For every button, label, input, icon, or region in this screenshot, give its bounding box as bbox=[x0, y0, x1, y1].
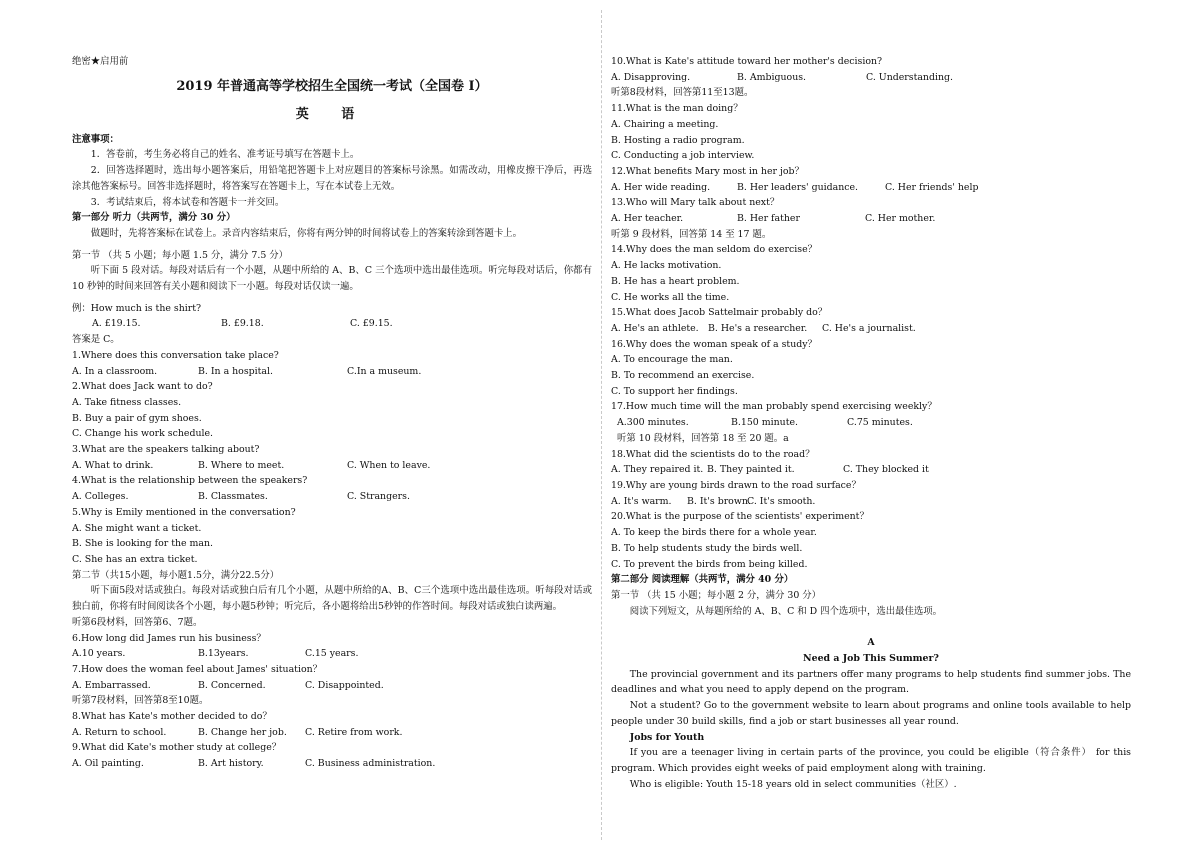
passage-title: Need a Job This Summer? bbox=[803, 653, 939, 665]
option: A.10 years. bbox=[72, 648, 126, 660]
option: B. Her father bbox=[737, 213, 800, 225]
question-3-options bbox=[72, 458, 592, 474]
notice-1: 1．答卷前，考生务必将自己的姓名、准考证号填写在答题卡上。 bbox=[90, 149, 360, 161]
left-column bbox=[72, 54, 592, 772]
question-12-options bbox=[611, 180, 1131, 196]
option: A. Chairing a meeting. bbox=[611, 118, 719, 130]
question-10-options bbox=[611, 70, 1131, 86]
option: B. To recommend an exercise. bbox=[611, 370, 755, 382]
part1-heading: 第一部分 听力（共两节，满分 30 分） bbox=[72, 212, 236, 224]
part2-section1-heading: 第一节 （共 15 小题；每小题 2 分，满分 30 分） bbox=[611, 589, 822, 601]
question-6: 6.How long did James run his business？ bbox=[72, 632, 266, 644]
subject-title: 英 语 bbox=[295, 106, 369, 122]
option: B.13years. bbox=[198, 648, 249, 660]
option: A. What to drink. bbox=[72, 459, 154, 471]
section1-heading: 第一节 （共 5 小题；每小题 1.5 分，满分 7.5 分） bbox=[72, 249, 289, 261]
option: C. Change his work schedule. bbox=[72, 428, 214, 440]
question-17: 17.How much time will the man probably spend exercising weekly？ bbox=[611, 401, 937, 413]
option: A. He lacks motivation. bbox=[611, 260, 722, 272]
question-2: 2.What does Jack want to do? bbox=[72, 381, 213, 393]
option: A. They repaired it. bbox=[611, 464, 704, 476]
notice-2: 2．回答选择题时，选出每小题答案后，用铅笔把答题卡上对应题目的答案标号涂黑。如需改动，用橡皮擦干净后，再选涂其他答案标号。回答非选择题时，将答案写在答题卡上，写在本试卷上无效。 bbox=[72, 165, 592, 192]
option: C. Retire from work. bbox=[305, 726, 403, 738]
part1-description: 做题时，先将答案标在试卷上。录音内容结束后，你将有两分钟的时间将试卷上的答案转涂到答题卡上。 bbox=[90, 227, 523, 239]
option: A. Take fitness classes. bbox=[72, 396, 182, 408]
option: C. To support her findings. bbox=[611, 385, 738, 397]
secret-label: 绝密★启用前 bbox=[72, 56, 129, 67]
option: C. Strangers. bbox=[347, 491, 410, 503]
question-4: 4.What is the relationship between the speakers? bbox=[72, 475, 308, 487]
option: C.In a museum. bbox=[347, 365, 422, 377]
question-13: 13.Who will Mary talk about next？ bbox=[611, 197, 780, 209]
question-9: 9.What did Kate's mother study at college？ bbox=[72, 742, 282, 754]
passage-letter: A bbox=[867, 637, 875, 649]
option: A. Disapproving. bbox=[611, 71, 691, 83]
passage-paragraph-3: If you are a teenager living in certain parts of the province, you could be eligible（符合条件） for this program. Which provides eight weeks of paid employment along with training. bbox=[611, 747, 1131, 774]
option: B. Ambiguous. bbox=[737, 71, 807, 83]
option: C.75 minutes. bbox=[847, 417, 913, 429]
notice-heading: 注意事项： bbox=[72, 133, 119, 145]
question-8: 8.What has Kate's mother decided to do？ bbox=[72, 711, 272, 723]
option: C. He works all the time. bbox=[611, 291, 730, 303]
option: A. She might want a ticket. bbox=[72, 522, 202, 534]
question-4-options bbox=[72, 489, 592, 505]
option: B. £9.18. bbox=[221, 318, 264, 330]
option: B. Buy a pair of gym shoes. bbox=[72, 412, 202, 424]
option: B. Where to meet. bbox=[198, 459, 285, 471]
option: A. Embarrassed. bbox=[72, 679, 151, 691]
option: C. Business administration. bbox=[305, 758, 436, 770]
option: A. To keep the birds there for a whole year. bbox=[611, 527, 817, 539]
option: C. Conducting a job interview. bbox=[611, 150, 755, 162]
option: A. Colleges. bbox=[72, 491, 129, 503]
option: A. To encourage the man. bbox=[611, 354, 733, 366]
option: C. Understanding. bbox=[866, 71, 953, 83]
passage-paragraph-4: Who is eligible: Youth 15-18 years old in select communities（社区）. bbox=[629, 778, 957, 790]
option: C. To prevent the birds from being killed. bbox=[611, 558, 808, 570]
option: A. Her teacher. bbox=[611, 213, 684, 225]
option: A. He's an athlete. bbox=[611, 322, 699, 334]
option: B.150 minute. bbox=[731, 417, 799, 429]
option: C. Her mother. bbox=[865, 213, 936, 225]
option: C. It's smooth. bbox=[747, 495, 816, 507]
question-6-options bbox=[72, 646, 592, 662]
option: A. Her wide reading. bbox=[611, 181, 711, 193]
question-10: 10.What is Kate's attitude toward her mother's decision? bbox=[611, 56, 883, 67]
option: B. It's brown. bbox=[687, 495, 751, 507]
option: B. He has a heart problem. bbox=[611, 275, 740, 287]
part2-description: 阅读下列短文，从每题所给的 A、B、C 和 D 四个选项中，选出最佳选项。 bbox=[629, 605, 942, 617]
example-options bbox=[72, 316, 592, 332]
option: C. Disappointed. bbox=[305, 679, 384, 691]
question-3: 3.What are the speakers talking about? bbox=[72, 444, 260, 456]
section2-description: 听下面5段对话或独白。每段对话或独白后有几个小题，从题中所给的A、B、C三个选项中选出最佳选项。听每段对话或独白前，你将有时间阅读各个小题，每小题5秒钟；听完后，各小题将给出5秒钟的作答时间。每段对话或独白读两遍。 bbox=[72, 585, 592, 613]
option: A. Oil painting. bbox=[72, 758, 144, 770]
material-6-heading: 听第6段材料，回答第6、7题。 bbox=[72, 616, 203, 628]
question-18-options bbox=[611, 462, 1131, 478]
right-column bbox=[611, 54, 1131, 792]
option: B. Art history. bbox=[198, 758, 264, 770]
option: C. She has an extra ticket. bbox=[72, 553, 198, 565]
notice-3: 3．考试结束后，将本试卷和答题卡一并交回。 bbox=[90, 196, 285, 208]
example-answer: 答案是 C。 bbox=[72, 334, 120, 346]
option: C. £9.15. bbox=[350, 318, 393, 330]
option: C. Her friends' help bbox=[885, 181, 979, 193]
option: B. She is looking for the man. bbox=[72, 538, 214, 550]
option: B. In a hospital. bbox=[198, 365, 273, 377]
question-11: 11.What is the man doing？ bbox=[611, 103, 743, 115]
option: B. Classmates. bbox=[198, 491, 268, 503]
option: A.300 minutes. bbox=[617, 417, 689, 429]
option: B. Her leaders' guidance. bbox=[737, 181, 859, 193]
option: A. It's warm. bbox=[611, 495, 672, 507]
question-7: 7.How does the woman feel about James' situation？ bbox=[72, 663, 322, 675]
question-13-options bbox=[611, 211, 1131, 227]
exam-title: 2019 年普通高等学校招生全国统一考试（全国卷 I） bbox=[176, 78, 488, 94]
passage-subheading: Jobs for Youth bbox=[629, 731, 705, 743]
option: C. When to leave. bbox=[347, 459, 431, 471]
material-9-heading: 听第 9 段材料，回答第 14 至 17 题。 bbox=[611, 228, 772, 240]
passage-paragraph-1: The provincial government and its partners offer many programs to help students find summer jobs. The deadlines and what you need to apply depend on the program. bbox=[611, 668, 1131, 696]
option: B. He's a researcher. bbox=[708, 322, 808, 334]
option: C. They blocked it bbox=[843, 464, 929, 476]
question-16: 16.Why does the woman speak of a study？ bbox=[611, 338, 817, 350]
option: B. To help students study the birds well. bbox=[611, 542, 803, 554]
question-1: 1.Where does this conversation take place? bbox=[72, 349, 279, 361]
section1-description: 听下面 5 段对话。每段对话后有一个小题，从题中所给的 A、B、C 三个选项中选出最佳选项。听完每段对话后，你都有 10 秒钟的时间来回答有关小题和阅读下一小题。每段对话仅读一遍。 bbox=[72, 265, 592, 293]
question-19: 19.Why are young birds drawn to the road surface？ bbox=[611, 479, 861, 491]
part2-heading: 第二部分 阅读理解（共两节，满分 40 分） bbox=[611, 574, 794, 586]
question-14: 14.Why does the man seldom do exercise？ bbox=[611, 244, 818, 256]
material-10-heading: 听第 10 段材料，回答第 18 至 20 题。a bbox=[617, 432, 789, 444]
question-15-options bbox=[611, 321, 1131, 337]
option: C.15 years. bbox=[305, 648, 359, 660]
question-15: 15.What does Jacob Sattelmair probably do？ bbox=[611, 307, 828, 319]
option: A. £19.15. bbox=[92, 318, 141, 330]
question-17-options bbox=[611, 415, 1131, 431]
option: A. Return to school. bbox=[72, 726, 167, 738]
section2-heading: 第二节（共15小题，每小题1.5分，满分22.5分） bbox=[72, 569, 280, 581]
question-9-options bbox=[72, 756, 592, 772]
material-8-heading: 听第8段材料，回答第11至13题。 bbox=[611, 87, 754, 99]
question-1-options bbox=[72, 364, 592, 380]
question-7-options bbox=[72, 678, 592, 694]
passage-paragraph-2: Not a student? Go to the government website to learn about programs and online tools available to help people under 30 build skills, find a job or start businesses all year round. bbox=[611, 700, 1131, 727]
option: B. Hosting a radio program. bbox=[611, 134, 745, 146]
option: B. Change her job. bbox=[198, 726, 287, 738]
option: B. Concerned. bbox=[198, 679, 266, 691]
question-20: 20.What is the purpose of the scientists' experiment？ bbox=[611, 511, 869, 523]
question-8-options bbox=[72, 725, 592, 741]
column-divider bbox=[601, 10, 602, 840]
example-question: 例：How much is the shirt? bbox=[72, 302, 202, 314]
material-7-heading: 听第7段材料，回答第8至10题。 bbox=[72, 695, 209, 707]
question-18: 18.What did the scientists do to the road？ bbox=[611, 448, 815, 460]
question-12: 12.What benefits Mary most in her job？ bbox=[611, 165, 804, 177]
option: C. He's a journalist. bbox=[822, 322, 916, 334]
option: B. They painted it. bbox=[707, 464, 795, 476]
question-5: 5.Why is Emily mentioned in the conversation? bbox=[72, 506, 296, 518]
option: A. In a classroom. bbox=[72, 365, 158, 377]
question-19-options bbox=[611, 494, 1131, 510]
